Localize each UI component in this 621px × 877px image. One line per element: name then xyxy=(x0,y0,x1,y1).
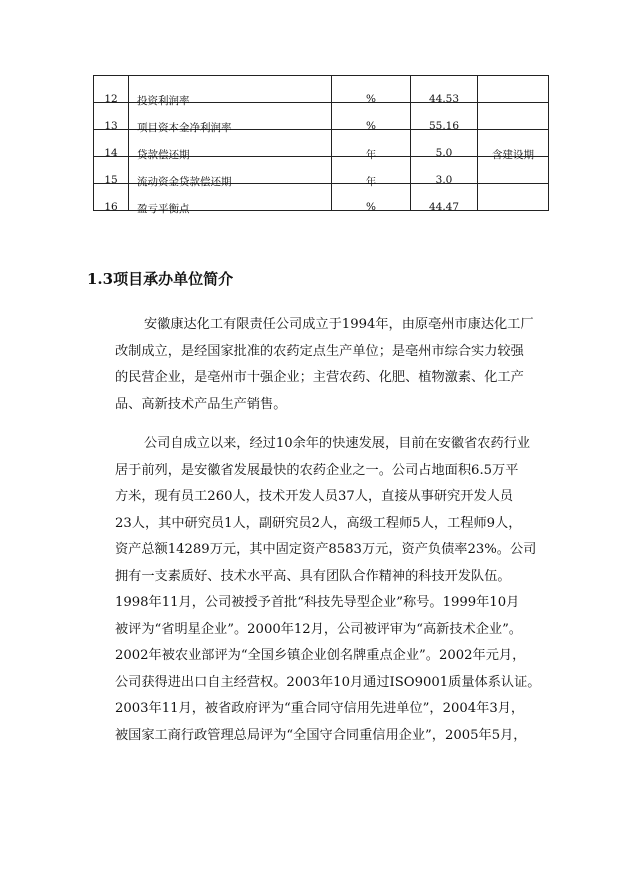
row-number xyxy=(94,103,129,130)
value-cell xyxy=(411,184,478,211)
table-row xyxy=(94,184,549,211)
value-cell xyxy=(411,157,478,184)
indicator-name-text: 项目资本金净利润率 xyxy=(137,122,232,134)
row-number-text: 16 xyxy=(104,201,118,213)
company-development-paragraph xyxy=(115,431,545,749)
value-cell xyxy=(411,103,478,130)
company-intro-paragraph xyxy=(115,312,545,418)
row-number xyxy=(94,76,129,103)
text-line: 拥有一支素质好、技术水平高、具有团队合作精神的科技开发队伍。 xyxy=(115,568,511,584)
unit-cell-text: 年 xyxy=(365,176,377,188)
note-cell xyxy=(478,76,549,103)
note-cell xyxy=(478,157,549,184)
indicator-name-text: 投资利润率 xyxy=(137,95,190,107)
unit-cell xyxy=(332,76,411,103)
unit-cell xyxy=(332,184,411,211)
indicator-name xyxy=(129,130,332,161)
text-line: 品、高新技术产品生产销售。 xyxy=(115,396,287,412)
table-row xyxy=(94,76,549,103)
text-line: 被评为“省明星企业”。2000年12月，公司被评审为“高新技术企业”。 xyxy=(115,621,522,637)
text-line: 居于前列，是安徽省发展最快的农药企业之一。公司占地面积6.5万平 xyxy=(115,462,519,478)
text-line: 的民营企业，是亳州市十强企业；主营农药、化肥、植物激素、化工产 xyxy=(115,370,524,385)
indicator-name xyxy=(129,157,332,188)
unit-cell-text: 年 xyxy=(365,149,377,161)
note-cell xyxy=(478,130,549,161)
value-cell-text: 3.0 xyxy=(435,174,453,186)
text-line: 2003年11月，被省政府评为“重合同守信用先进单位”，2004年3月， xyxy=(115,701,525,716)
value-cell-text: 44.53 xyxy=(428,93,460,105)
unit-cell xyxy=(332,103,411,130)
text-line: 公司自成立以来，经过10余年的快速发展，目前在安徽省农药行业 xyxy=(144,436,531,451)
note-cell-text: 含建设期 xyxy=(492,149,534,161)
indicator-name-text: 盈亏平衡点 xyxy=(137,203,190,215)
indicator-name-text: 流动资金贷款偿还期 xyxy=(137,176,232,188)
text-line: 2002年被农业部评为“全国乡镇企业创名牌重点企业”。2002年元月， xyxy=(115,648,526,663)
indicator-table xyxy=(93,75,549,215)
indicator-table-fragment xyxy=(93,75,539,215)
text-line: 方米，现有员工260人，技术开发人员37人，直接从事研究开发人员 xyxy=(115,489,514,504)
value-cell xyxy=(411,130,478,157)
unit-cell xyxy=(332,157,411,188)
indicator-name xyxy=(129,184,332,215)
value-cell-text: 55.16 xyxy=(428,120,460,132)
note-cell xyxy=(478,103,549,130)
text-line: 公司获得进出口自主经营权。2003年10月通过ISO9001质量体系认证。 xyxy=(115,674,541,690)
text-line: 安徽康达化工有限责任公司成立于1994年，由原亳州市康达化工厂 xyxy=(144,317,534,332)
text-line: 资产总额14289万元，其中固定资产8583万元，资产负债率23%。公司 xyxy=(115,542,537,557)
unit-cell-text: % xyxy=(366,93,376,105)
indicator-name-text: 贷款偿还期 xyxy=(137,149,190,161)
row-number-text: 13 xyxy=(104,120,118,132)
unit-cell-text: % xyxy=(366,201,376,213)
text-line: 23人，其中研究员1人，副研究员2人，高级工程师5人，工程师9人， xyxy=(115,515,522,531)
row-number-text: 15 xyxy=(104,174,118,186)
value-cell-text: 5.0 xyxy=(435,147,453,159)
table-row xyxy=(94,103,549,130)
table-row xyxy=(94,157,549,184)
text-line: 被国家工商行政管理总局评为“全国守合同重信用企业”，2005年5月， xyxy=(115,727,527,743)
text-line: 改制成立，是经国家批准的农药定点生产单位；是亳州市综合实力较强 xyxy=(115,343,524,359)
row-number xyxy=(94,184,129,211)
row-number xyxy=(94,157,129,184)
value-cell-text: 44.47 xyxy=(428,201,460,213)
row-number-text: 14 xyxy=(104,147,118,159)
unit-cell xyxy=(332,130,411,161)
unit-cell-text: % xyxy=(366,120,376,132)
row-number xyxy=(94,130,129,157)
text-line: 1998年11月，公司被授予首批“科技先导型企业”称号。1999年10月 xyxy=(115,595,520,610)
indicator-name xyxy=(129,76,332,107)
table-row xyxy=(94,130,549,157)
value-cell xyxy=(411,76,478,103)
indicator-name xyxy=(129,103,332,134)
note-cell xyxy=(478,184,549,211)
section-title: 1.3项目承办单位简介 xyxy=(87,270,234,288)
row-number-text: 12 xyxy=(104,93,118,105)
